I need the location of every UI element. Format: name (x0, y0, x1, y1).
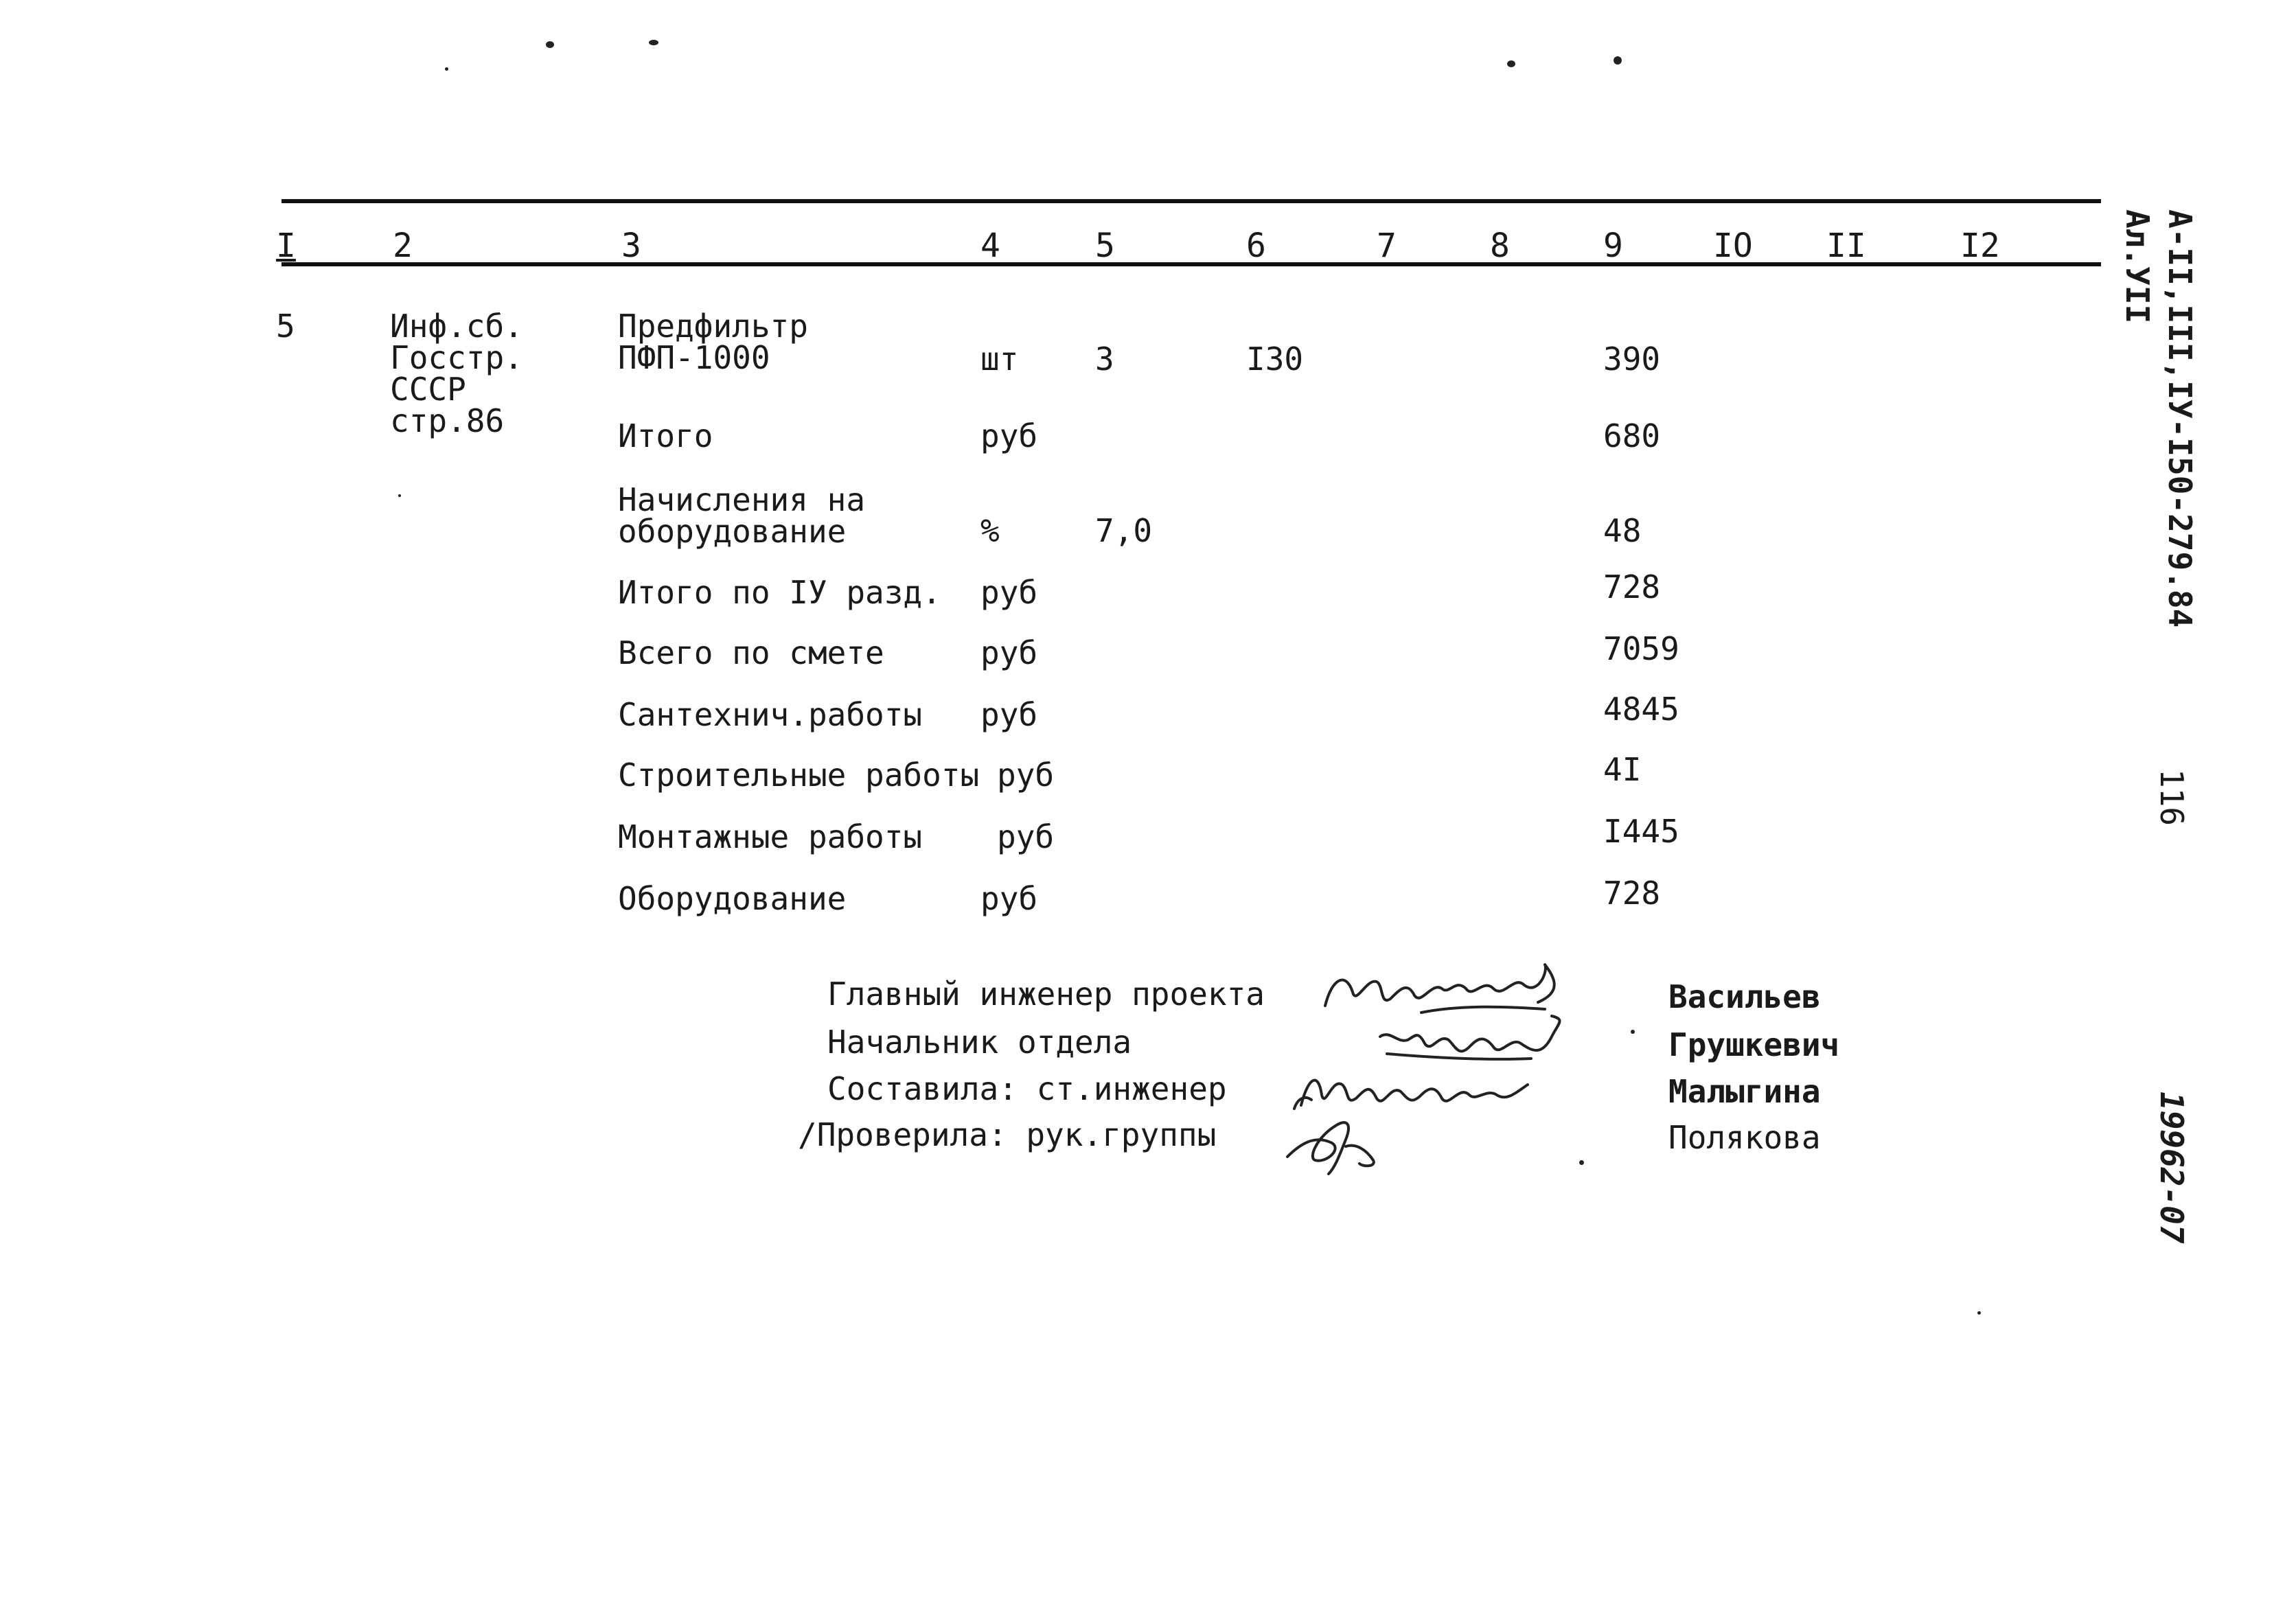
row-7-unit: руб (997, 818, 1055, 855)
scan-speck (445, 67, 448, 71)
row-7-desc: Монтажные работы (618, 818, 923, 855)
row-4-desc: Всего по смете (618, 634, 884, 671)
signature-role-compiled-by: Составила: ст.инженер (827, 1070, 1227, 1107)
column-header-12: I2 (1960, 227, 2000, 265)
header-top-rule (282, 199, 2101, 203)
row-2-total: 48 (1603, 512, 1642, 549)
scan-speck (546, 41, 554, 48)
row-1-total: 680 (1603, 417, 1661, 454)
row-6-unit: руб (997, 757, 1055, 794)
row-0-qty: 3 (1095, 340, 1114, 378)
row-1-desc: Итого (618, 417, 713, 454)
side-page-label: 116 (2153, 769, 2190, 827)
row-5-desc: Сантехнич.работы (618, 696, 923, 733)
column-header-10: IO (1713, 227, 1753, 265)
row-3-unit: руб (980, 574, 1038, 611)
source-line-4: стр.86 (390, 402, 505, 439)
column-header-11: II (1826, 227, 1866, 265)
signature-name-grushkevich: Грушкевич (1668, 1026, 1840, 1063)
signature-role-checked-by: /Проверила: рук.группы (798, 1116, 1217, 1153)
scan-speck (649, 40, 658, 45)
row-0-total: 390 (1603, 340, 1661, 378)
column-header-8: 8 (1490, 227, 1510, 265)
row-6-total: 4I (1603, 751, 1642, 788)
signature-polyakova (1277, 1109, 1394, 1184)
column-header-2: 2 (393, 227, 413, 265)
column-header-1: I (276, 227, 296, 265)
signature-name-polyakova: Полякова (1668, 1119, 1821, 1156)
scan-speck (1977, 1311, 1981, 1315)
row-8-total: 728 (1603, 875, 1661, 912)
column-header-3: 3 (621, 227, 641, 265)
row-5-total: 4845 (1603, 691, 1679, 728)
row-7-total: I445 (1603, 813, 1679, 850)
signature-name-vasiliev: Васильев (1668, 978, 1821, 1015)
row-3-desc: Итого по IУ разд. (618, 574, 941, 611)
row-8-desc: Оборудование (618, 880, 847, 917)
column-header-7: 7 (1377, 227, 1397, 265)
row-8-unit: руб (980, 880, 1038, 917)
scan-speck (1631, 1030, 1635, 1034)
column-header-9: 9 (1603, 227, 1623, 265)
row-6-desc: Строительные работы (618, 757, 980, 794)
row-0-desc: Предфильтр ПФП-1000 (618, 308, 808, 376)
column-header-5: 5 (1095, 227, 1115, 265)
row-number: 5 (276, 308, 295, 345)
signature-role-department-head: Начальник отдела (827, 1024, 1132, 1061)
row-5-unit: руб (980, 696, 1038, 733)
column-header-4: 4 (980, 227, 1000, 265)
column-header-6: 6 (1246, 227, 1266, 265)
row-0-unit: шт (980, 340, 1019, 378)
row-0-price: I30 (1246, 340, 1304, 378)
row-4-total: 7059 (1603, 630, 1679, 667)
side-album-label: Ал.УII (2119, 209, 2156, 324)
scan-speck (398, 494, 401, 497)
row-2-unit: % (980, 512, 1000, 549)
row-2-qty: 7,0 (1095, 512, 1153, 549)
scan-speck (1614, 56, 1622, 65)
row-4-unit: руб (980, 634, 1038, 671)
row-2-desc: Начисления на оборудование (618, 481, 866, 550)
source-line-3: СССР (390, 371, 466, 408)
row-3-total: 728 (1603, 568, 1661, 605)
signature-name-malygina: Малыгина (1668, 1073, 1821, 1110)
source-line-1: Инф.сб. (390, 308, 523, 345)
row-1-unit: руб (980, 417, 1038, 454)
source-line-2: Госстр. (390, 339, 523, 376)
side-code-label: А-II,III,IУ-I50-279.84 (2161, 209, 2199, 628)
signature-role-chief-engineer: Главный инженер проекта (827, 975, 1265, 1013)
scan-speck (1507, 60, 1515, 67)
scan-speck (1579, 1160, 1584, 1165)
side-number-label: 19962-07 (2153, 1092, 2190, 1244)
